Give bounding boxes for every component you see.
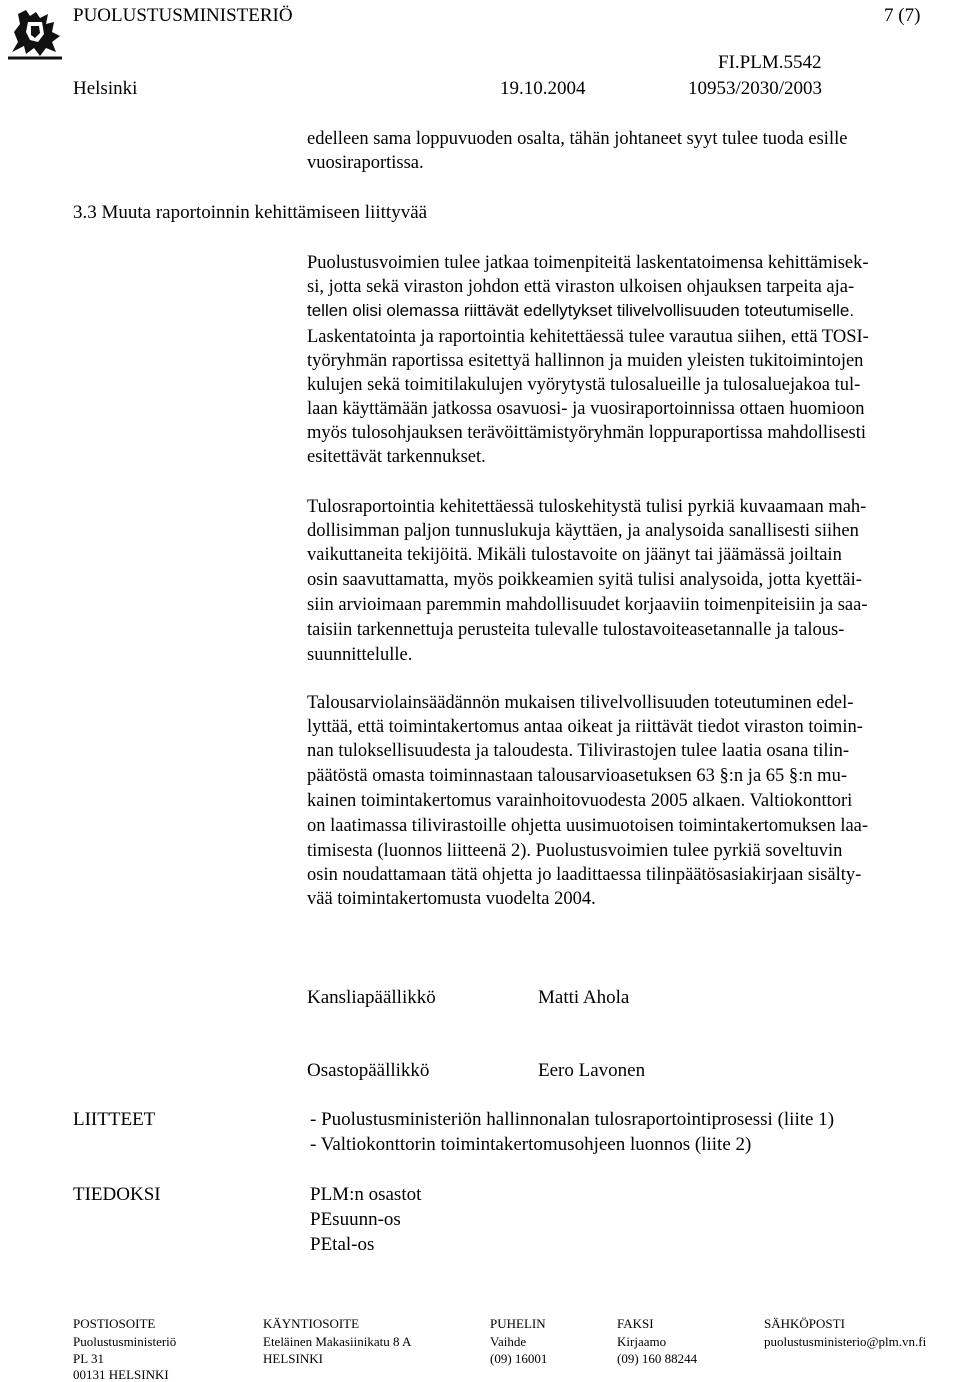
signer-name: Eero Lavonen <box>538 1060 646 1081</box>
footer-email-line[interactable]: puolustusministerio@plm.vn.fi <box>764 1334 927 1349</box>
footer-fax-line: (09) 160 88244 <box>617 1351 698 1366</box>
attachment-item: - Valtiokonttorin toimintakertomusohjeen luonnos (liite 2) <box>310 1134 752 1155</box>
paragraph1-line: kulujen sekä toimitilakulujen vyörytystä tulosalueille ja tulosaluejakoa tul- <box>307 375 861 395</box>
footer-phone-line: Vaihde <box>490 1334 527 1349</box>
attachments-label: LIITTEET <box>73 1109 156 1130</box>
footer-postal-line: Puolustusministeriö <box>73 1334 177 1349</box>
paragraph1-line: Puolustusvoimien tulee jatkaa toimenpiteitä laskentatoimensa kehittämisek- <box>307 253 869 273</box>
paragraph3-line: kainen toimintakertomus varainhoitovuodesta 2005 alkaen. Valtiokonttori <box>307 791 853 811</box>
paragraph3-line: nan tuloksellisuudesta ja taloudesta. Tilivirastojen tulee laatia osana tilin- <box>307 741 850 761</box>
footer-postal-line: 00131 HELSINKI <box>73 1367 169 1382</box>
doc-code: FI.PLM.5542 <box>718 52 822 73</box>
footer-fax-line: Kirjaamo <box>617 1334 667 1349</box>
header-city: Helsinki <box>73 78 138 99</box>
intro-line: edelleen sama loppuvuoden osalta, tähän johtaneet syyt tulee tuoda esille <box>307 129 848 149</box>
footer-phone-line: (09) 16001 <box>490 1351 548 1366</box>
distribution-item: PLM:n osastot <box>310 1184 422 1205</box>
footer-phone-heading: PUHELIN <box>490 1316 546 1331</box>
paragraph3-line: timisesta (luonnos liitteenä 2). Puolustusvoimien tulee pyrkiä soveltuvin <box>307 841 843 861</box>
paragraph1-line: Laskentatointa ja raportointia kehitettäessä tulee varautua siihen, että TOSI- <box>307 327 869 347</box>
ministry-name: PUOLUSTUSMINISTERIÖ <box>73 5 293 26</box>
footer-visiting-heading: KÄYNTIOSOITE <box>263 1316 360 1331</box>
distribution-label: TIEDOKSI <box>73 1184 161 1205</box>
paragraph1-line: työryhmän raportissa esitettyä hallinnon ja muiden yleisten tukitoimintojen <box>307 351 864 371</box>
footer-visiting-line: Eteläinen Makasiinikatu 8 A <box>263 1334 412 1349</box>
paragraph3-line: lyttää, että toimintakertomus antaa oikeat ja riittävät tiedot viraston toimin- <box>307 717 863 737</box>
paragraph2-line: siin arvioimaan paremmin mahdollisuudet korjaaviin toimenpiteisiin ja saa- <box>307 595 868 615</box>
lion-coat-of-arms-icon <box>4 2 66 64</box>
paragraph1-line: myös tulosohjauksen terävöittämistyöryhmän loppuraportissa mahdollisesti <box>307 423 867 443</box>
paragraph2-line: suunnittelulle. <box>307 645 413 665</box>
footer-postal-heading: POSTIOSOITE <box>73 1316 156 1331</box>
distribution-item: PEtal-os <box>310 1234 375 1255</box>
paragraph3-line: päätöstä omasta toiminnastaan talousarvioasetuksen 63 §:n ja 65 §:n mu- <box>307 766 847 786</box>
signer-name: Matti Ahola <box>538 987 630 1008</box>
footer-fax-heading: FAKSI <box>617 1316 654 1331</box>
section-heading: 3.3 Muuta raportoinnin kehittämiseen liittyvää <box>73 202 428 223</box>
paragraph1-line: tellen olisi olemassa riittävät edellytykset tilivelvollisuuden toteutumiselle. <box>307 301 855 320</box>
page-number: 7 (7) <box>884 5 921 26</box>
attachment-item: - Puolustusministeriön hallinnonalan tulosraportointiprosessi (liite 1) <box>310 1109 835 1130</box>
signer-title: Kansliapäällikkö <box>307 987 436 1008</box>
paragraph2-line: taisiin tarkennettuja perusteita tulevalle tulostavoiteasetannalle ja talous- <box>307 620 845 640</box>
paragraph2-line: osin saavuttamatta, myös poikkeamien syitä tulisi analysoida, jotta kyettäi- <box>307 570 862 590</box>
signer-title: Osastopäällikkö <box>307 1060 430 1081</box>
paragraph1-line: si, jotta sekä viraston johdon että viraston ulkoisen ohjauksen tarpeita aja- <box>307 277 855 297</box>
distribution-item: PEsuunn-os <box>310 1209 401 1230</box>
footer-visiting-line: HELSINKI <box>263 1351 323 1366</box>
paragraph3-line: Talousarviolainsäädännön mukaisen tilivelvollisuuden toteutuminen edel- <box>307 693 854 713</box>
paragraph3-line: on laatimassa tilivirastoille ohjetta uusimuotoisen toimintakertomuksen laa- <box>307 816 869 836</box>
paragraph2-line: Tulosraportointia kehitettäessä tuloskehitystä tulisi pyrkiä kuvaamaan mah- <box>307 497 867 517</box>
paragraph3-line: vää toimintakertomusta vuodelta 2004. <box>307 889 596 909</box>
footer-email-heading: SÄHKÖPOSTI <box>764 1316 845 1331</box>
paragraph1-line: esitettävät tarkennukset. <box>307 447 486 467</box>
ref-number: 10953/2030/2003 <box>688 78 823 99</box>
paragraph2-line: dollisimman paljon tunnuslukuja käyttäen, ja analysoida sanallisesti siihen <box>307 521 859 541</box>
paragraph1-line: laan käyttämään jatkossa osavuosi- ja vuosiraportoinnissa ottaen huomioon <box>307 399 865 419</box>
intro-line: vuosiraportissa. <box>307 153 424 173</box>
paragraph2-line: vaikuttaneita tekijöitä. Mikäli tulostavoite on jäänyt tai jäämässä joiltain <box>307 545 842 565</box>
header-date: 19.10.2004 <box>500 78 586 99</box>
paragraph3-line: osin noudattamaan tätä ohjetta jo laadittaessa tilinpäätösasiakirjaan sisälty- <box>307 865 862 885</box>
footer-postal-line: PL 31 <box>73 1351 104 1366</box>
